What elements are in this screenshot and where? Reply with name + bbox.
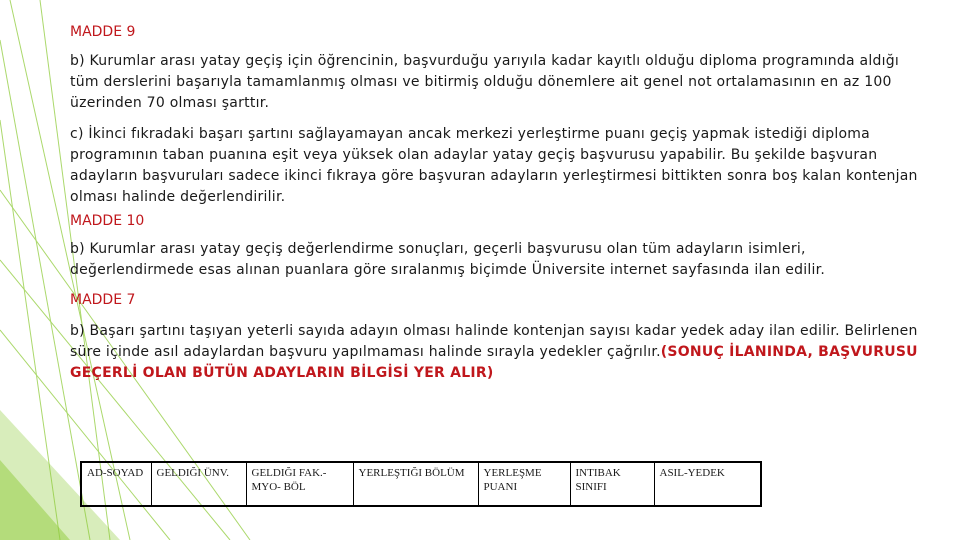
- madde-10-heading: MADDE 10: [70, 213, 145, 229]
- table-header-cell: GELDIĞI ÜNV.: [151, 462, 246, 506]
- table-header-cell: AD-SOYAD: [81, 462, 151, 506]
- table-header-row: [81, 462, 761, 506]
- madde-7-paragraph-b: [70, 321, 930, 384]
- table-header-cell: INTIBAK SINIFI: [570, 462, 654, 506]
- madde-10-paragraph-b: b) Kurumlar arası yatay geçiş değerlendirme sonuçları, geçerli başvurusu olan tüm adayların isimleri, değerlendirmede esas alınan puanlara göre sıralanmış biçimde Üniversite internet sayfasında ilan edilir.: [70, 241, 826, 278]
- table-header-cell: GELDIĞI FAK.-MYO- BÖL: [246, 462, 353, 506]
- table-header-cell: YERLEŞME PUANI: [478, 462, 570, 506]
- announcement-note: (SONUÇ İLANINDA, BAŞVURUSU GEÇERLİ OLAN BÜTÜN ADAYLARIN BİLGİSİ YER ALIR): [70, 344, 918, 381]
- madde-9-paragraph-b: b) Kurumlar arası yatay geçiş için öğrencinin, başvurduğu yarıyıla kadar kayıtlı olduğu diploma programında aldığı tüm derslerini başarıyla tamamlanmış olması ve bitirmiş olduğu dönemlere ait genel not ortalamasının en az 100 üzerinden 70 olması şarttır.: [70, 53, 900, 111]
- madde-7-heading: MADDE 7: [70, 292, 136, 308]
- madde-9-heading: MADDE 9: [70, 24, 136, 40]
- table-header-cell: ASIL-YEDEK: [654, 462, 761, 506]
- madde-7-paragraph-text: b) Başarı şartını taşıyan yeterli sayıda adayın olması halinde kontenjan sayısı kadar yedek aday ilan edilir. Belirlenen süre içinde asıl adaylardan başvuru yapılmaması halinde sırayla yedekler çağrılır.: [70, 323, 918, 360]
- table-header-cell: YERLEŞTIĞI BÖLÜM: [353, 462, 478, 506]
- document-content: [70, 22, 930, 384]
- madde-9-paragraph-c: c) İkinci fıkradaki başarı şartını sağlayamayan ancak merkezi yerleştirme puanı geçiş yapmak istediği diploma programının taban puanına eşit veya yüksek olan adaylar yatay geçiş başvurusu yapabilir. Bu şekilde başvuran adayların başvuruları sadece ikinci fıkraya göre başvuran adayların yerleştirmesi bittikten sonra boş kalan kontenjan olması halinde değerlendirilir.: [70, 126, 918, 205]
- candidate-table: [80, 461, 762, 507]
